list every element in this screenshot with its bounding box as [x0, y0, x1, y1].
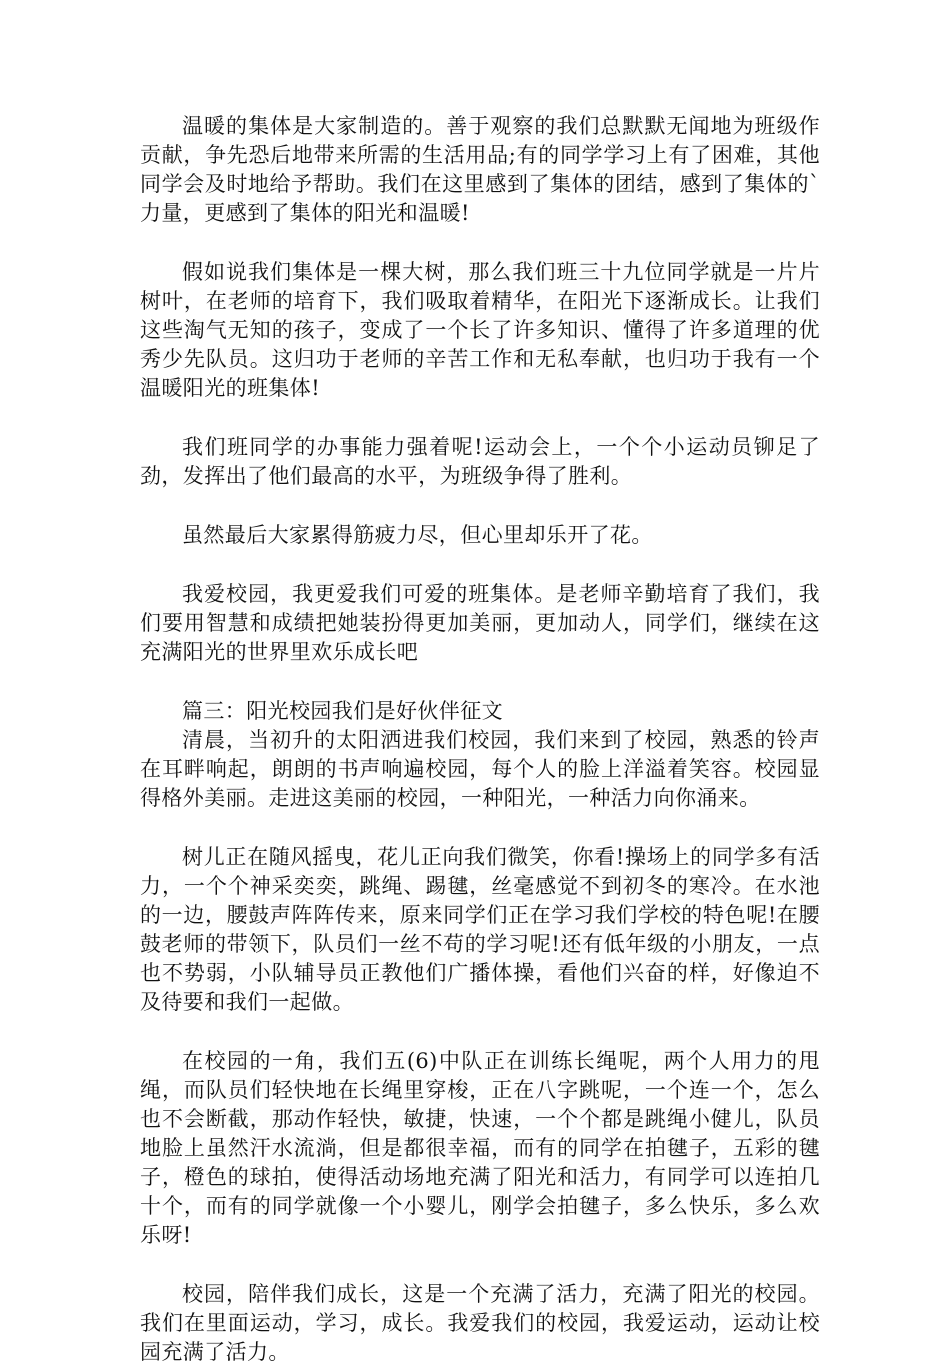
document-body — [140, 112, 820, 1367]
section-paragraph-3: 在校园的一角，我们五(6)中队正在训练长绳呢，两个人用力的甩绳，而队员们轻快地在长绳里穿梭，正在八字跳呢，一个连一个，怎么也不会断截，那动作轻快，敏捷，快速，一个个都是跳绳小健儿，队员地脸上虽然汗水流淌，但是都很幸福，而有的同学在拍毽子，五彩的毽子，橙色的球拍，使得活动场地充满了阳光和活力，有同学可以连拍几十个，而有的同学就像一个小婴儿，刚学会拍毽子，多么快乐，多么欢乐呀! — [140, 1049, 820, 1247]
section-heading: 篇三：阳光校园我们是好伙伴征文 — [182, 699, 503, 723]
paragraph-2: 假如说我们集体是一棵大树，那么我们班三十九位同学就是一片片树叶，在老师的培育下，我们吸取着精华，在阳光下逐渐成长。让我们这些淘气无知的孩子，变成了一个长了许多知识、懂得了许多道理的优秀少先队员。这归功于老师的辛苦工作和无私奉献，也归功于我有一个温暖阳光的班集体! — [140, 260, 820, 400]
paragraph-3: 我们班同学的办事能力强着呢!运动会上，一个个小运动员铆足了劲，发挥出了他们最高的水平，为班级争得了胜利。 — [140, 435, 820, 488]
paragraph-4: 虽然最后大家累得筋疲力尽，但心里却乐开了花。 — [182, 523, 653, 547]
section-paragraph-1: 清晨，当初升的太阳洒进我们校园，我们来到了校园，熟悉的铃声在耳畔响起，朗朗的书声响遍校园，每个人的脸上洋溢着笑容。校园显得格外美丽。走进这美丽的校园，一种阳光，一种活力向你涌来。 — [140, 728, 820, 810]
paragraph-5: 我爱校园，我更爱我们可爱的班集体。是老师辛勤培育了我们，我们要用智慧和成绩把她装扮得更加美丽，更加动人，同学们，继续在这充满阳光的世界里欢乐成长吧 — [140, 582, 820, 664]
section-paragraph-4: 校园，陪伴我们成长，这是一个充满了活力，充满了阳光的校园。我们在里面运动，学习，成长。我爱我们的校园，我爱运动，运动让校园充满了活力。 — [140, 1282, 820, 1364]
paragraph-1: 温暖的集体是大家制造的。善于观察的我们总默默无闻地为班级作贡献，争先恐后地带来所需的生活用品;有的同学学习上有了困难，其他同学会及时地给予帮助。我们在这里感到了集体的团结，感到了集体的`力量，更感到了集体的阳光和温暖! — [140, 114, 820, 225]
section-paragraph-2: 树儿正在随风摇曳，花儿正向我们微笑，你看!操场上的同学多有活力，一个个神采奕奕，跳绳、踢毽，丝毫感觉不到初冬的寒冷。在水池的一边，腰鼓声阵阵传来，原来同学们正在学习我们学校的特色呢!在腰鼓老师的带领下，队员们一丝不苟的学习呢!还有低年级的小朋友，一点也不势弱，小队辅导员正教他们广播体操，看他们兴奋的样，好像迫不及待要和我们一起做。 — [140, 845, 820, 1014]
